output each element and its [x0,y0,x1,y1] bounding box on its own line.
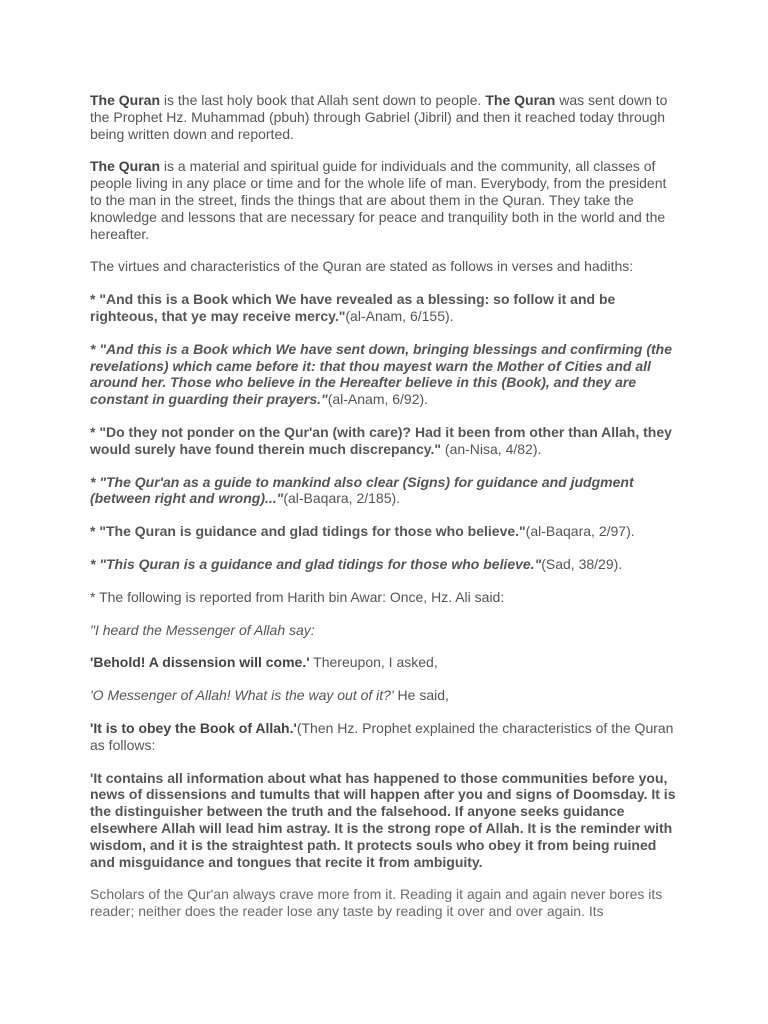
verse-al-baqara-97 [90,523,680,540]
hadith-text: (Then Hz. Prophet explained the characteristics of the Quran as follows: [90,719,674,753]
quran-term: The Quran [90,158,161,175]
intro-paragraph-1 [90,92,680,142]
hadith-quote: 'Behold! A dissension will come.' [90,654,310,671]
intro-text: is the last holy book that Allah sent down to people. [160,92,486,108]
document-body [90,92,680,936]
closing-paragraph: Scholars of the Qur'an always crave more from it. Reading it again and again never bores its reader; neither does the reader lose any taste by reading it over and over again. Its [90,886,663,920]
verse-reference: (al-Anam, 6/155). [345,307,454,324]
intro-text: was sent down to the Prophet Hz. Muhammad (pbuh) through Gabriel (Jibril) and then it reached today through being written down and reported. [90,92,668,142]
verse-quote: * "And this is a Book which We have revealed as a blessing: so follow it and be righteous, that ye may receive mercy." [90,291,616,324]
verse-reference: (an-Nisa, 4/82). [441,440,542,457]
verse-reference: (al-Baqara, 2/185). [283,490,401,507]
verse-quote: * "This Quran is a guidance and glad tidings for those who believe." [90,555,542,572]
hadith-quote: 'O Messenger of Allah! What is the way out of it?' [90,687,394,704]
intro-text: is a material and spiritual guide for individuals and the community, all classes of people living in any place or time and for the whole life of man. Everybody, from the president to the man in the street, finds the things that are about them in the Quran. They take the knowledge and lessons that are necessary for peace and tranquility both in the world and the hereafter. [90,158,667,242]
quran-term: The Quran [90,92,161,108]
hadith-answer [90,720,680,754]
hadith-text: He said, [393,687,449,704]
verse-quote: * "And this is a Book which We have sent down, bringing blessings and confirming (the revelations) which came before it: that thou mayest warn the Mother of Cities and all around her. Those who believe in the Hereafter believe in this (Book), and they are constant in guarding their prayers." [90,340,672,408]
hadith-quote: 'It is to obey the Book of Allah.' [90,719,297,736]
hadith-text: Thereupon, I asked, [309,654,438,671]
verse-quote: * "The Qur'an as a guide to mankind also clear (Signs) for guidance and judgment (between right and wrong)..." [90,473,634,507]
verse-al-baqara-185 [90,474,680,508]
verse-al-anam-92 [90,341,680,408]
hadith-heard: "I heard the Messenger of Allah say: [90,621,315,638]
verse-reference: (Sad, 38/29). [541,555,623,572]
verse-quote: * "Do they not ponder on the Qur'an (with care)? Had it been from other than Allah, they would surely have found therein much discrepancy." [90,423,672,457]
verse-reference: (al-Baqara, 2/97). [525,523,635,540]
verse-reference: (al-Anam, 6/92). [327,391,429,408]
verse-quote: * "The Quran is guidance and glad tidings for those who believe." [90,523,526,540]
verse-al-anam-155 [90,291,680,325]
intro-paragraph-2 [90,158,680,242]
hadith-contains: 'It contains all information about what has happened to those communities before you, news of dissensions and tumults that will happen after you and signs of Doomsday. It is the distinguisher between the truth and the falsehood. If anyone seeks guidance elsewhere Allah will lead him astray. It is the strong rope of Allah. It is the reminder with wisdom, and it is the straightest path. It protects souls who obey it from being ruined and misguidance and tongues that recite it from ambiguity. [90,769,676,870]
hadith-intro: * The following is reported from Harith bin Awar: Once, Hz. Ali said: [90,588,505,605]
verse-an-nisa-82 [90,424,680,458]
verse-sad-29 [90,556,680,573]
quran-term: The Quran [485,92,556,108]
hadith-behold [90,654,680,671]
hadith-question [90,687,680,704]
intro-paragraph-3: The virtues and characteristics of the Quran are stated as follows in verses and hadiths: [90,258,634,275]
